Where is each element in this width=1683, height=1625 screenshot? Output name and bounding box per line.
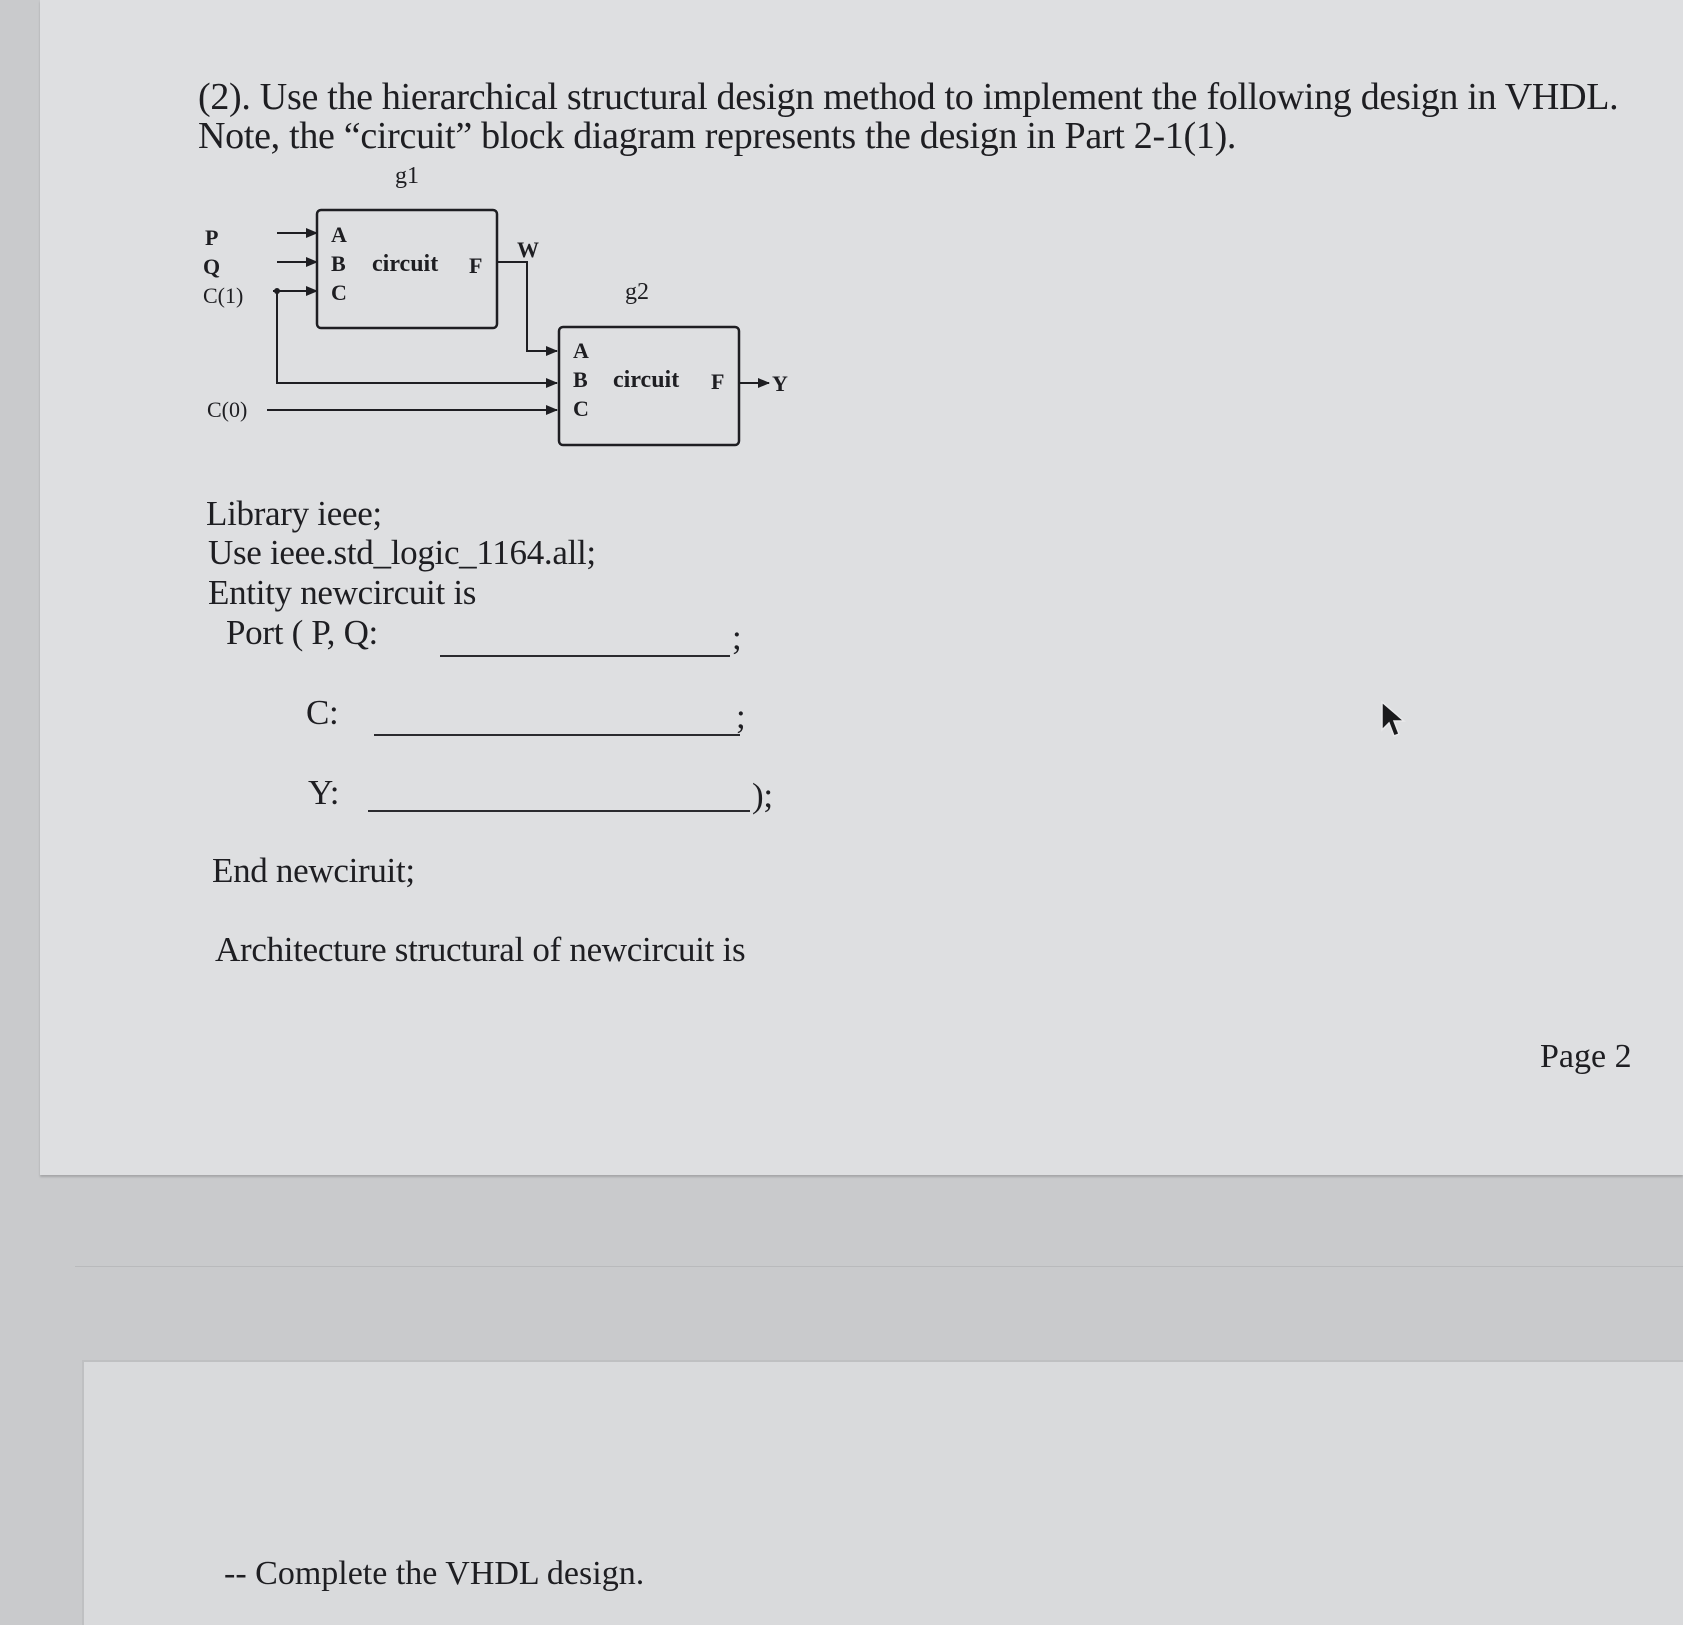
g1-port-c: C <box>331 280 347 305</box>
g2-port-b: B <box>573 367 588 392</box>
g2-label: circuit <box>613 367 680 393</box>
g2-port-c: C <box>573 396 589 421</box>
code-port-y-end: ); <box>752 776 773 815</box>
code-use: Use ieee.std_logic_1164.all; <box>208 533 596 572</box>
g1-name: g1 <box>395 165 419 189</box>
g2-name: g2 <box>625 279 649 305</box>
blank-y-type[interactable] <box>368 810 750 812</box>
g1-port-b: B <box>331 251 346 276</box>
code-end-entity: End newciruit; <box>212 851 415 890</box>
g1-port-f: F <box>469 253 483 278</box>
code-port-c: C: <box>306 693 339 732</box>
page-separator <box>75 1266 1683 1267</box>
instruction-text: -- Complete the VHDL design. <box>224 1555 645 1592</box>
question-line-2: Note, the “circuit” block diagram represents the design in Part 2-1(1). <box>198 115 1237 157</box>
question-text <box>198 78 1618 156</box>
input-q: Q <box>203 254 221 279</box>
wire-w-label: W <box>517 237 539 262</box>
input-c0: C(0) <box>207 397 248 422</box>
g2-port-a: A <box>573 338 589 363</box>
mouse-cursor-icon <box>1380 700 1406 740</box>
code-port-y: Y: <box>308 773 340 812</box>
input-c1: C(1) <box>203 283 244 308</box>
code-port-pq-end: ; <box>732 618 742 657</box>
code-architecture: Architecture structural of newcircuit is <box>215 930 746 969</box>
code-port-c-end: ; <box>736 697 746 736</box>
block-diagram <box>195 165 815 465</box>
g1-label: circuit <box>372 251 439 277</box>
blank-pq-type[interactable] <box>440 655 730 657</box>
question-line-1: (2). Use the hierarchical structural design method to implement the following design in VHDL. <box>198 76 1619 118</box>
wire-w <box>497 262 557 351</box>
input-p: P <box>205 225 219 250</box>
g1-port-a: A <box>331 222 347 247</box>
output-y: Y <box>772 371 788 396</box>
page-number: Page 2 <box>1540 1038 1632 1075</box>
code-library: Library ieee; <box>206 494 382 533</box>
code-port-pq: Port ( P, Q: <box>226 613 378 652</box>
blank-c-type[interactable] <box>374 734 740 736</box>
wire-c1-branch <box>277 291 557 383</box>
code-entity: Entity newcircuit is <box>208 573 477 612</box>
g2-port-f: F <box>711 369 725 394</box>
